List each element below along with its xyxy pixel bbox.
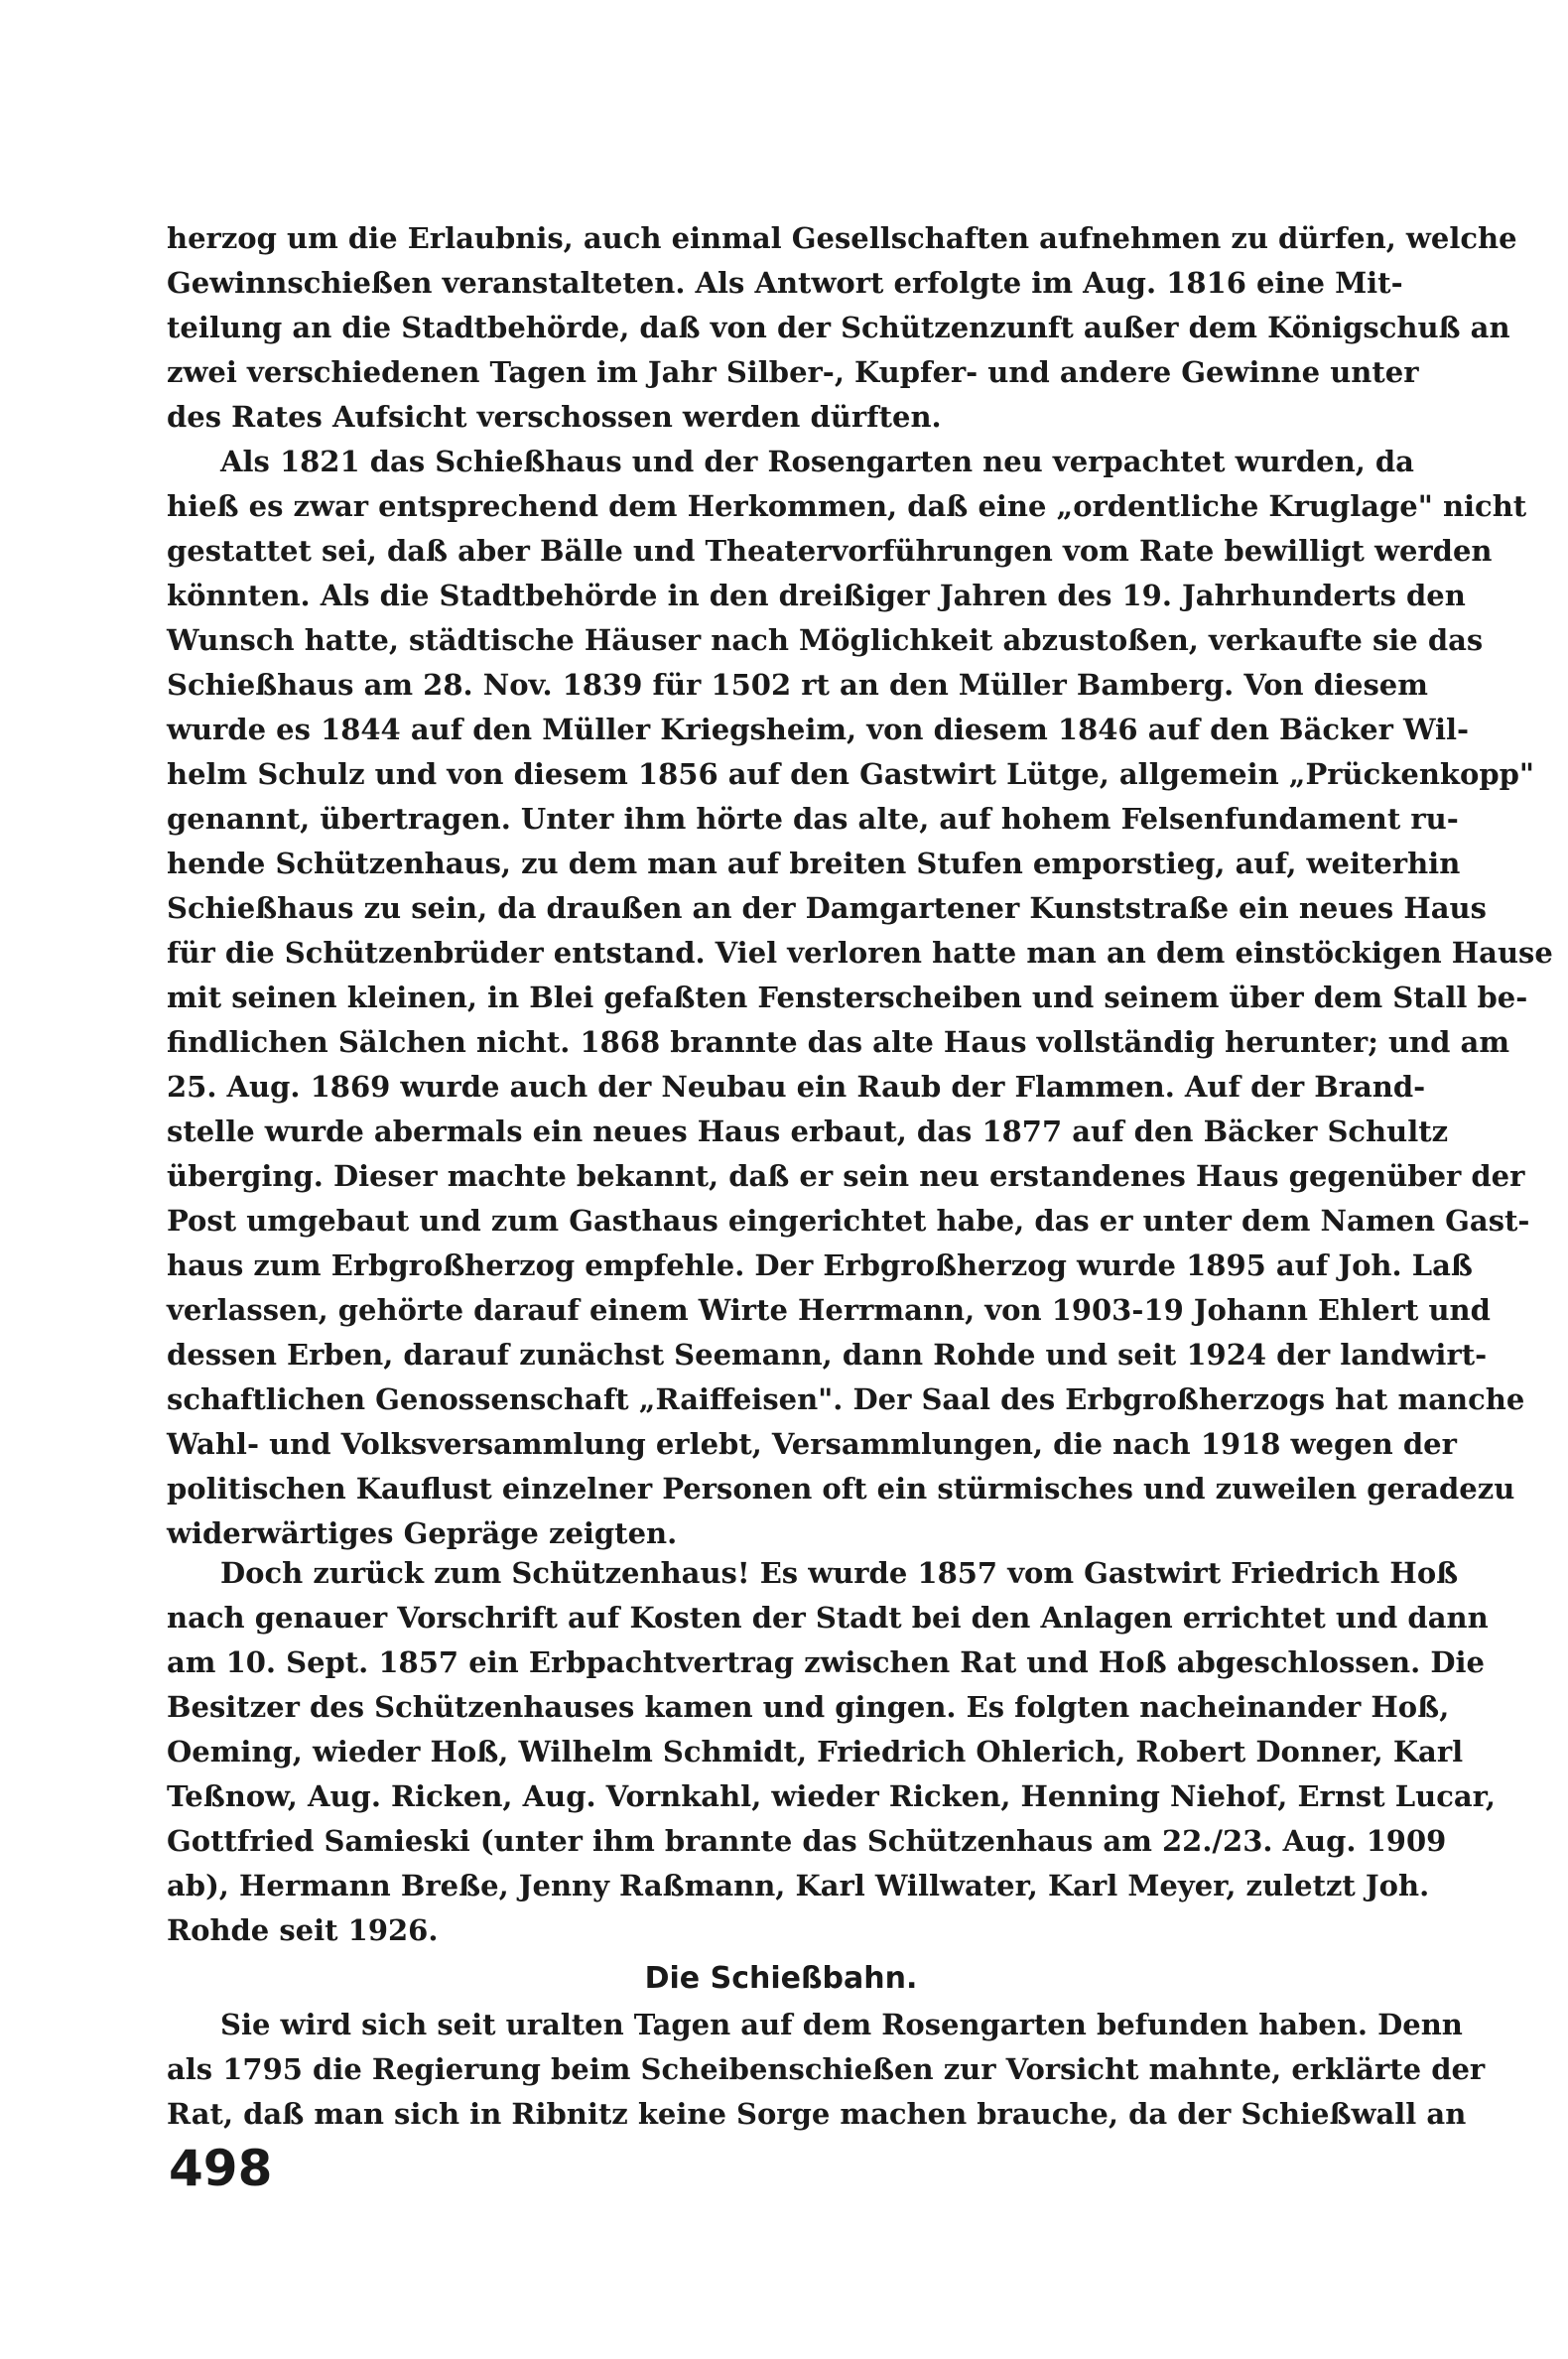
text-line: Gewinnschießen veranstalteten. Als Antwort erfolgte im Aug. 1816 eine Mit- — [167, 266, 1403, 300]
body-text-upper — [167, 216, 1553, 1556]
text-line: hieß es zwar entsprechend dem Herkommen, daß eine „ordentliche Kruglage" nicht — [167, 489, 1527, 523]
text-line: 25. Aug. 1869 wurde auch der Neubau ein Raub der Flammen. Auf der Brand- — [167, 1070, 1426, 1104]
text-line: findlichen Sälchen nicht. 1868 brannte das alte Haus vollständig herunter; und am — [167, 1025, 1510, 1059]
text-line: hende Schützenhaus, zu dem man auf breiten Stufen emporstieg, auf, weiterhin — [167, 847, 1461, 880]
text-line: Rat, daß man sich in Ribnitz keine Sorge machen brauche, da der Schießwall an — [167, 2097, 1467, 2131]
text-line: widerwärtiges Gepräge zeigten. — [167, 1516, 678, 1550]
text-line: zwei verschiedenen Tagen im Jahr Silber-, Kupfer- und andere Gewinne unter — [167, 355, 1419, 389]
body-text-middle — [167, 1551, 1496, 1953]
text-line: politischen Kauflust einzelner Personen oft ein stürmisches und zuweilen geradezu — [167, 1472, 1515, 1506]
text-line: nach genauer Vorschrift auf Kosten der Stadt bei den Anlagen errichtet und dann — [167, 1601, 1489, 1635]
text-line: Oeming, wieder Hoß, Wilhelm Schmidt, Friedrich Ohlerich, Robert Donner, Karl — [167, 1735, 1464, 1769]
text-line: stelle wurde abermals ein neues Haus erbaut, das 1877 auf den Bäcker Schultz — [167, 1114, 1449, 1148]
text-line: Post umgebaut und zum Gasthaus eingerichtet habe, das er unter dem Namen Gast- — [167, 1204, 1530, 1238]
text-line: Sie wird sich seit uralten Tagen auf dem Rosengarten befunden haben. Denn — [220, 2008, 1463, 2041]
text-line: Doch zurück zum Schützenhaus! Es wurde 1857 vom Gastwirt Friedrich Hoß — [220, 1556, 1459, 1590]
text-line: als 1795 die Regierung beim Scheibenschießen zur Vorsicht mahnte, erklärte der — [167, 2052, 1486, 2086]
page-number: 498 — [169, 2140, 273, 2197]
text-line: Wunsch hatte, städtische Häuser nach Möglichkeit abzustoßen, verkaufte sie das — [167, 623, 1484, 657]
text-line: verlassen, gehörte darauf einem Wirte Herrmann, von 1903-19 Johann Ehlert und — [167, 1293, 1491, 1327]
text-line: teilung an die Stadtbehörde, daß von der Schützenzunft außer dem Königschuß an — [167, 311, 1510, 344]
text-line: Besitzer des Schützenhauses kamen und gingen. Es folgten nacheinander Hoß, — [167, 1690, 1450, 1724]
text-line: Rohde seit 1926. — [167, 1913, 439, 1947]
text-line: für die Schützenbrüder entstand. Viel verloren hatte man an dem einstöckigen Hause — [167, 936, 1553, 970]
text-line: am 10. Sept. 1857 ein Erbpachtvertrag zwischen Rat und Hoß abgeschlossen. Die — [167, 1645, 1485, 1679]
text-line: genannt, übertragen. Unter ihm hörte das alte, auf hohem Felsenfundament ru- — [167, 802, 1459, 836]
text-line: herzog um die Erlaubnis, auch einmal Gesellschaften aufnehmen zu dürfen, welche — [167, 221, 1517, 255]
text-line: überging. Dieser machte bekannt, daß er sein neu erstandenes Haus gegenüber der — [167, 1159, 1525, 1193]
text-line: haus zum Erbgroßherzog empfehle. Der Erbgroßherzog wurde 1895 auf Joh. Laß — [167, 1248, 1473, 1282]
text-line: helm Schulz und von diesem 1856 auf den Gastwirt Lütge, allgemein „Prückenkopp" — [167, 757, 1535, 791]
text-line: Gottfried Samieski (unter ihm brannte das Schützenhaus am 22./23. Aug. 1909 — [167, 1824, 1447, 1858]
text-line: Schießhaus zu sein, da draußen an der Damgartener Kunststraße ein neues Haus — [167, 891, 1487, 925]
text-line: Teßnow, Aug. Ricken, Aug. Vornkahl, wieder Ricken, Henning Niehof, Ernst Lucar, — [167, 1779, 1496, 1813]
section-heading: Die Schießbahn. — [644, 1961, 918, 1996]
text-line: mit seinen kleinen, in Blei gefaßten Fensterscheiben und seinem über dem Stall be- — [167, 981, 1528, 1014]
text-line: schaftlichen Genossenschaft „Raiffeisen". Der Saal des Erbgroßherzogs hat manche — [167, 1382, 1525, 1416]
body-text-lower — [167, 2003, 1486, 2137]
text-line: des Rates Aufsicht verschossen werden dürften. — [167, 400, 942, 434]
text-line: Wahl- und Volksversammlung erlebt, Versammlungen, die nach 1918 wegen der — [167, 1427, 1457, 1461]
text-line: ab), Hermann Breße, Jenny Raßmann, Karl Willwater, Karl Meyer, zuletzt Joh. — [167, 1869, 1430, 1902]
text-line: dessen Erben, darauf zunächst Seemann, dann Rohde und seit 1924 der landwirt- — [167, 1338, 1488, 1372]
text-line: gestattet sei, daß aber Bälle und Theatervorführungen vom Rate bewilligt werden — [167, 534, 1493, 568]
text-line: Als 1821 das Schießhaus und der Rosengarten neu verpachtet wurden, da — [220, 445, 1414, 478]
text-line: wurde es 1844 auf den Müller Kriegsheim, von diesem 1846 auf den Bäcker Wil- — [167, 713, 1470, 746]
text-line: Schießhaus am 28. Nov. 1839 für 1502 rt an den Müller Bamberg. Von diesem — [167, 668, 1428, 702]
text-line: könnten. Als die Stadtbehörde in den dreißiger Jahren des 19. Jahrhunderts den — [167, 579, 1466, 612]
